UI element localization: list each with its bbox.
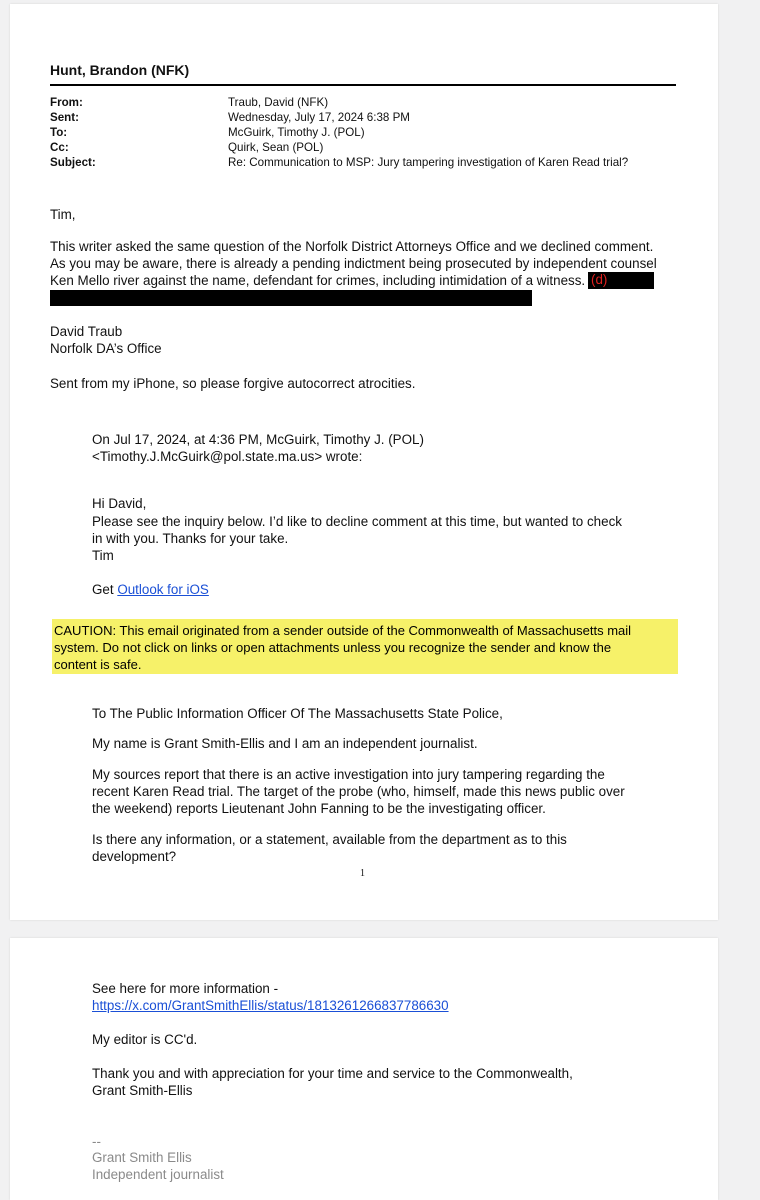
reply-line: This writer asked the same question of the Norfolk District Attorneys Office and we declined comment. [50,239,654,254]
header-rule [50,84,676,86]
quoted-greeting: Hi David, [92,496,147,511]
to-label: To: [50,126,68,139]
outlook-for-ios-link[interactable]: Outlook for iOS [117,582,209,597]
subject-value: Re: Communication to MSP: Jury tampering investigation of Karen Read trial? [228,156,629,169]
sent-label: Sent: [50,111,79,124]
from-label: From: [50,96,83,109]
sent-value: Wednesday, July 17, 2024 6:38 PM [228,111,410,124]
quoted-line: in with you. Thanks for your take. [92,531,289,546]
caution-line: CAUTION: This email originated from a sender outside of the Commonwealth of Massachusetts mail [54,623,632,638]
inquiry-line: recent Karen Read trial. The target of the probe (who, himself, made this news public over [92,784,625,799]
inquiry-line: My sources report that there is an active investigation into jury tampering regarding the [92,767,605,782]
reply-signature-name: David Traub [50,324,123,339]
cc-label: Cc: [50,141,69,154]
redaction-exemption-label: (d) [591,272,608,287]
reply-line: As you may be aware, there is already a pending indictment being prosecuted by independent counsel [50,256,657,271]
to-value: McGuirk, Timothy J. (POL) [228,126,365,139]
from-value: Traub, David (NFK) [228,96,329,109]
subject-label: Subject: [50,156,96,169]
x-status-link[interactable]: https://x.com/GrantSmithEllis/status/1813261266837786630 [92,998,449,1013]
inquiry-question-line: development? [92,849,177,864]
document-page-1 [10,4,718,920]
redaction-block [50,290,532,306]
caution-line: system. Do not click on links or open attachments unless you recognize the sender and know the [54,640,612,655]
iphone-note: Sent from my iPhone, so please forgive autocorrect atrocities. [50,376,416,391]
signature-title: Independent journalist [92,1167,224,1182]
document-page-2 [10,938,718,1200]
cc-value: Quirk, Sean (POL) [228,141,324,154]
closing-thanks: Thank you and with appreciation for your time and service to the Commonwealth, [92,1066,573,1081]
more-info-text: See here for more information - [92,981,279,996]
reply-line: Ken Mello river against the name, defendant for crimes, including intimidation of a witness. [50,273,586,288]
inquiry-intro: My name is Grant Smith-Ellis and I am an independent journalist. [92,736,478,751]
mailbox-owner-name: Hunt, Brandon (NFK) [50,62,190,78]
caution-line: content is safe. [54,657,142,672]
get-text: Get [92,582,118,597]
reply-greeting: Tim, [50,207,76,222]
quoted-line: Tim [92,548,114,563]
inquiry-salutation: To The Public Information Officer Of The Massachusetts State Police, [92,706,503,721]
editor-cc-note: My editor is CC'd. [92,1032,198,1047]
signature-name: Grant Smith Ellis [92,1150,192,1165]
closing-signature: Grant Smith-Ellis [92,1083,193,1098]
signature-dashes: -- [92,1134,101,1149]
inquiry-question-line: Is there any information, or a statement, available from the department as to this [92,832,567,847]
get-outlook-line [92,581,209,599]
quoted-intro-email: <Timothy.J.McGuirk@pol.state.ma.us> wrote: [92,449,363,464]
reply-signature-office: Norfolk DA’s Office [50,341,162,356]
inquiry-line: the weekend) reports Lieutenant John Fanning to be the investigating officer. [92,801,546,816]
quoted-intro-line: On Jul 17, 2024, at 4:36 PM, McGuirk, Timothy J. (POL) [92,432,424,447]
quoted-line: Please see the inquiry below. I’d like to decline comment at this time, but wanted to check [92,514,622,529]
page-number: 1 [360,868,365,879]
caution-banner [52,619,678,674]
